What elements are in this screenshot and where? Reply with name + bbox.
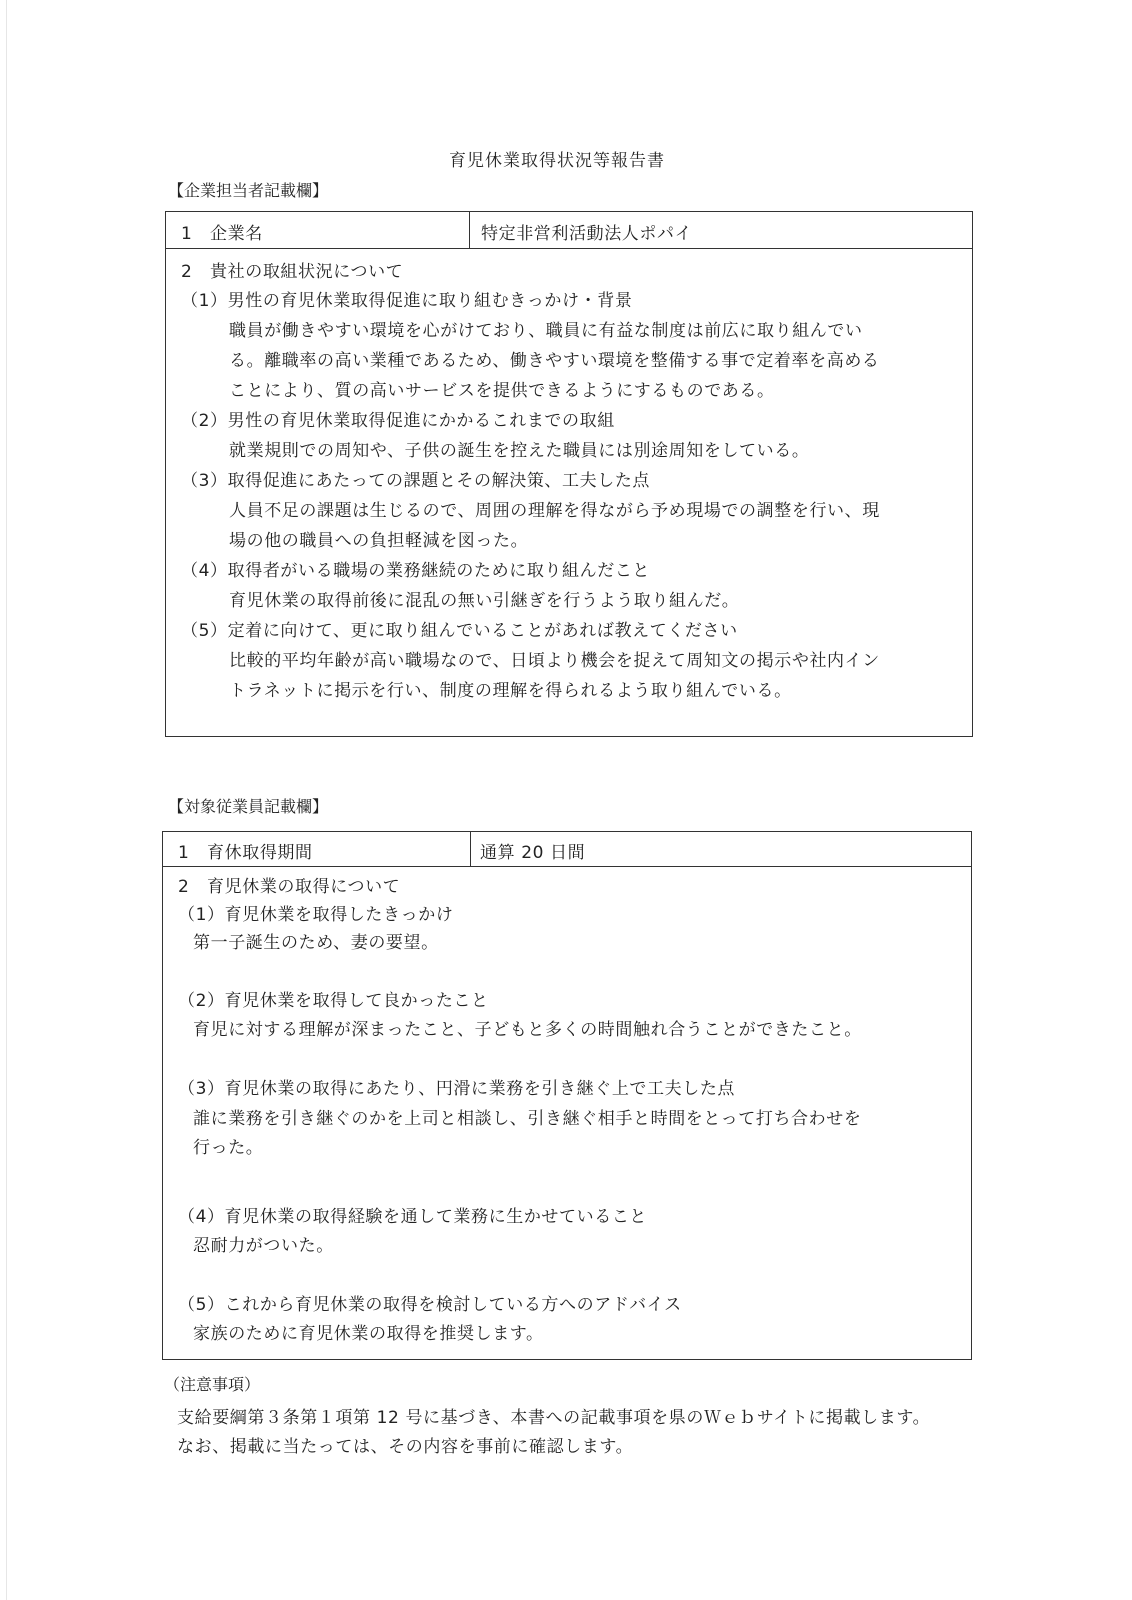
employee-section-box [162, 831, 972, 1360]
company-q4: （4）取得者がいる職場の業務継続のために取り組んだこと [181, 561, 651, 581]
notes-heading: （注意事項） [164, 1375, 261, 1394]
employee-q5: （5）これから育児休業の取得を検討している方へのアドバイス [178, 1295, 682, 1315]
company-a1-line: る。離職率の高い業種であるため、働きやすい環境を整備する事で定着率を高める [229, 351, 880, 371]
employee-a3-line: 誰に業務を引き継ぐのかを上司と相談し、引き継ぐ相手と時間をとって打ち合わせを [193, 1109, 862, 1129]
notes-line: なお、掲載に当たっては、その内容を事前に確認します。 [177, 1437, 634, 1457]
company-a1-line: 職員が働きやすい環境を心がけており、職員に有益な制度は前広に取り組んでい [229, 321, 863, 341]
employee-a5-line: 家族のために育児休業の取得を推奨します。 [193, 1324, 544, 1344]
employee-q2: （2）育児休業を取得して良かったこと [178, 991, 489, 1011]
employee-a4-line: 忍耐力がついた。 [193, 1236, 334, 1256]
company-name-label: 1 企業名 [181, 224, 263, 244]
company-a3-line: 場の他の職員への負担軽減を図った。 [229, 531, 529, 551]
employee-q1: （1）育児休業を取得したきっかけ [178, 905, 454, 925]
notes-line: 支給要綱第３条第１項第 12 号に基づき、本書への記載事項を県のＷｅｂサイトに掲載します。 [177, 1408, 931, 1428]
company-q3: （3）取得促進にあたっての課題とその解決策、工夫した点 [181, 471, 651, 491]
company-q5: （5）定着に向けて、更に取り組んでいることがあれば教えてください [181, 621, 738, 641]
company-a3-line: 人員不足の課題は生じるので、周囲の理解を得ながら予め現場での調整を行い、現 [229, 501, 880, 521]
employee-a2-line: 育児に対する理解が深まったこと、子どもと多くの時間触れ合うことができたこと。 [193, 1020, 862, 1040]
leave-period-label: 1 育休取得期間 [178, 843, 313, 863]
employee-q4: （4）育児休業の取得経験を通して業務に生かせていること [178, 1207, 648, 1227]
company-section-box [165, 211, 973, 737]
company-item2-heading: 2 貴社の取組状況について [181, 262, 404, 282]
employee-section-heading: 【対象従業員記載欄】 [168, 797, 329, 816]
document-title: 育児休業取得状況等報告書 [449, 151, 665, 171]
leave-period-divider [470, 832, 471, 866]
company-a5-line: 比較的平均年齢が高い職場なので、日頃より機会を捉えて周知文の掲示や社内イン [229, 651, 880, 671]
company-name-value: 特定非営利活動法人ポパイ [481, 224, 693, 244]
employee-item2-heading: 2 育児休業の取得について [178, 877, 401, 897]
company-q2: （2）男性の育児休業取得促進にかかるこれまでの取組 [181, 411, 615, 431]
employee-a3-line: 行った。 [193, 1138, 264, 1158]
company-section-heading: 【企業担当者記載欄】 [168, 181, 329, 200]
company-a5-line: トラネットに掲示を行い、制度の理解を得られるよう取り組んでいる。 [229, 681, 792, 701]
company-a4-line: 育児休業の取得前後に混乱の無い引継ぎを行うよう取り組んだ。 [229, 591, 740, 611]
company-a1-line: ことにより、質の高いサービスを提供できるようにするものである。 [229, 381, 775, 401]
company-a2-line: 就業規則での周知や、子供の誕生を控えた職員には別途周知をしている。 [229, 441, 810, 461]
employee-q3: （3）育児休業の取得にあたり、円滑に業務を引き継ぐ上で工夫した点 [178, 1079, 736, 1099]
company-name-divider [469, 212, 470, 248]
employee-a1-line: 第一子誕生のため、妻の要望。 [193, 933, 439, 953]
company-q1: （1）男性の育児休業取得促進に取り組むきっかけ・背景 [181, 291, 633, 311]
leave-period-value: 通算 20 日間 [480, 843, 586, 863]
scan-edge [6, 0, 7, 1600]
